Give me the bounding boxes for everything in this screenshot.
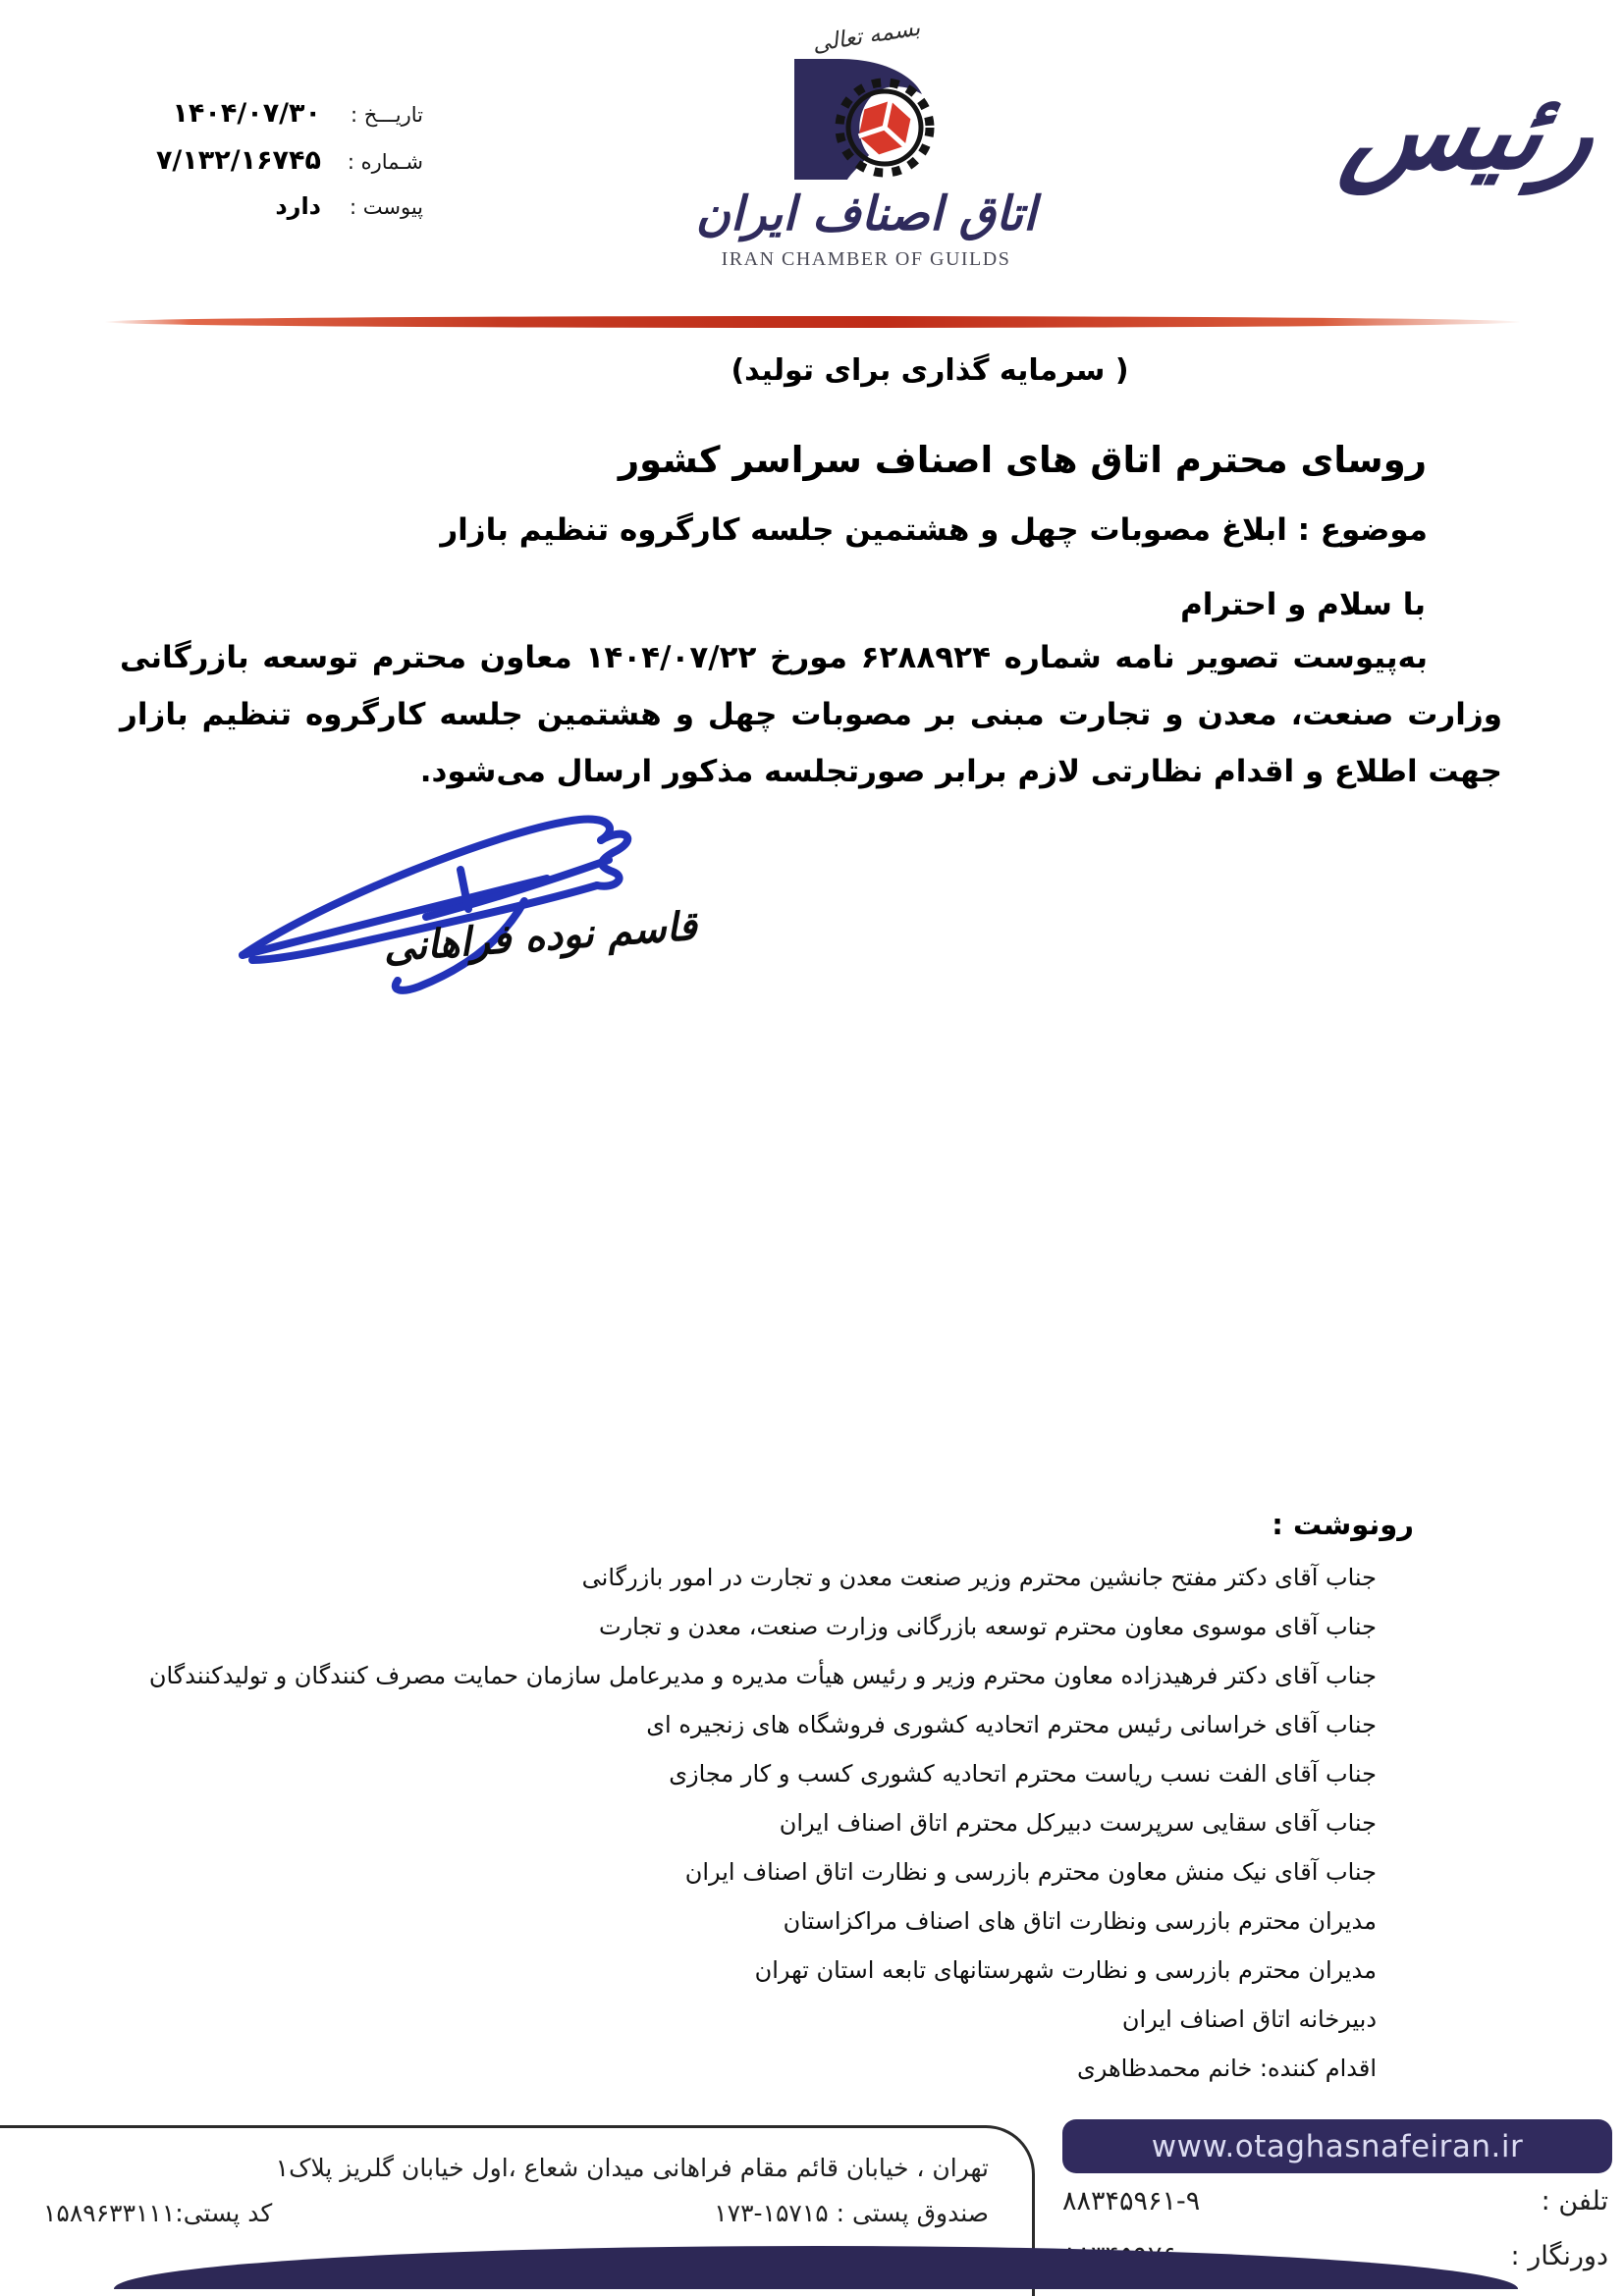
slogan: ( سرمایه گذاری برای تولید) [731, 353, 1129, 388]
address-line: تهران ، خیابان قائم مقام فراهانی میدان شعاع ،اول خیابان گلریز پلاک۱ [275, 2154, 989, 2182]
meta-attachment-row [84, 192, 423, 220]
meta-date-row [84, 98, 423, 129]
bismillah-calligraphy: بسمه تعالی [810, 15, 922, 58]
number-label: شـماره : [347, 150, 423, 174]
cc-heading: رونوشت : [1272, 1508, 1414, 1541]
body-paragraph: به‌پیوست تصویر نامه شماره ۶۲۸۸۹۲۴ مورخ ۱۴۰۴/۰۷/۲۲ معاون محترم توسعه بازرگانی وزارت صنعت، معدن و تجارت مبنی بر مصوبات چهل و هشتمین جلسه کارگروه تنظیم بازار جهت اطلاع و اقدام نظارتی لازم برابر صورتجلسه مذکور ارسال می‌شود. [120, 640, 1502, 789]
number-value: ۷/۱۳۲/۱۶۷۴۵ [155, 145, 321, 176]
cc-item: مدیران محترم بازرسی و نظارت شهرستانهای تابعه استان تهران [754, 1956, 1377, 1984]
cc-section [39, 1508, 1414, 2093]
cc-item: جناب آقای دکتر مفتح جانشین محترم وزیر صنعت معدن و تجارت در امور بازرگانی [581, 1564, 1377, 1591]
date-value: ۱۴۰۴/۰۷/۳۰ [172, 98, 321, 129]
signer-name: قاسم نوده فراهانی [381, 903, 699, 972]
letterhead-center [660, 15, 1072, 271]
subject-line: موضوع : ابلاغ مصوبات چهل و هشتمین جلسه کارگروه تنظیم بازار [440, 512, 1428, 548]
president-calligraphy: رئیس [1333, 71, 1608, 193]
letter-meta [84, 98, 423, 237]
website-badge: www.otaghasnafeiran.ir [1062, 2119, 1612, 2173]
cc-item: جناب آقای خراسانی رئیس محترم اتحادیه کشوری فروشگاه های زنجیره ای [646, 1711, 1377, 1738]
cc-item: جناب آقای سقایی سرپرست دبیرکل محترم اتاق اصناف ایران [779, 1809, 1377, 1837]
address-line-2 [43, 2199, 989, 2227]
postal-code: کد پستی:۱۵۸۹۶۳۳۱۱۱ [43, 2199, 273, 2227]
red-divider [104, 316, 1520, 328]
cc-item: جناب آقای نیک منش معاون محترم بازرسی و نظارت اتاق اصناف ایران [684, 1858, 1377, 1886]
phone-row [1062, 2186, 1608, 2216]
attachment-value: دارد [275, 192, 321, 220]
cc-item: جناب آقای دکتر فرهیدزاده معاون محترم وزیر و رئیس هیأت مدیره و مدیرعامل سازمان حمایت مصرف کنندگان و تولیدکنندگان [148, 1662, 1377, 1689]
po-box: صندوق پستی : ۱۵۷۱۵-۱۷۳ [714, 2199, 989, 2227]
fax-label: دورنگار : [1510, 2241, 1608, 2271]
salutation: با سلام و احترام [1180, 587, 1426, 622]
org-name-english: IRAN CHAMBER OF GUILDS [721, 247, 1011, 270]
cc-item: اقدام کننده: خانم محمدظاهری [1076, 2055, 1377, 2082]
addressee-heading: روسای محترم اتاق های اصناف سراسر کشور [618, 439, 1427, 481]
phone-value: ۸۸۳۴۵۹۶۱-۹ [1062, 2186, 1201, 2216]
meta-number-row [84, 145, 423, 176]
cc-item: دبیرخانه اتاق اصناف ایران [1121, 2005, 1377, 2033]
cc-item: جناب آقای موسوی معاون محترم توسعه بازرگانی وزارت صنعت، معدن و تجارت [598, 1613, 1377, 1640]
org-name-farsi: اتاق اصناف ایران [695, 187, 1037, 241]
org-logo-icon [783, 53, 949, 188]
date-label: تاریـــخ : [351, 103, 423, 127]
attachment-label: پیوست : [350, 195, 423, 219]
cc-item: مدیران محترم بازرسی ونظارت اتاق های اصناف مراکزاستان [783, 1907, 1377, 1935]
phone-label: تلفن : [1541, 2186, 1608, 2216]
cc-item: جناب آقای الفت نسب ریاست محترم اتحادیه کشوری کسب و کار مجازی [669, 1760, 1377, 1788]
